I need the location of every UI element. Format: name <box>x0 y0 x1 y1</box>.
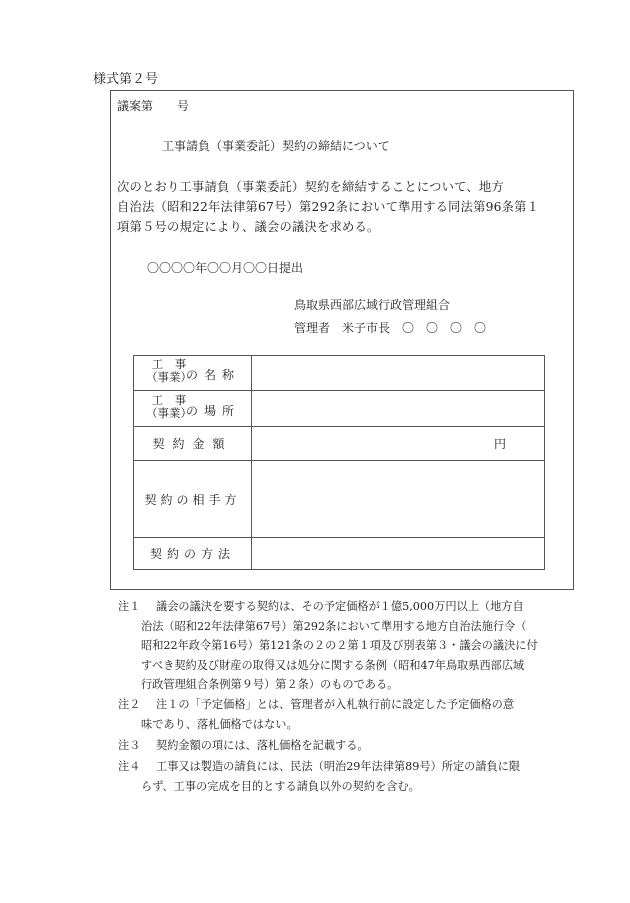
label-contract-amount: 契約金額 <box>134 427 252 461</box>
note-line: 昭和22年政令第16号）第121条の２の２第１項及び別表第３・議会の議決に付 <box>141 639 538 652</box>
note-line: 注１の「予定価格」とは、管理者が入札執行前に設定した予定価格の意 <box>156 698 515 711</box>
note-mark: 注３ <box>118 739 141 752</box>
body-line: 自治法（昭和22年法律第67号）第292条において準用する同法第96条第１ <box>117 200 540 214</box>
label-contract-party: 契約の相手方 <box>134 461 252 538</box>
value-contract-party <box>252 461 545 538</box>
bill-number: 議案第 号 <box>117 99 190 113</box>
table-row-amount <box>134 427 545 461</box>
label-side: の場所 <box>186 404 241 418</box>
note-line: 議会の議決を要する契約は、その予定価格が１億5,000万円以上（地方自 <box>156 600 524 613</box>
body-line: 次のとおり工事請負（事業委託）契約を締結することについて、地方 <box>117 180 504 194</box>
label-bottom: （事業） <box>146 406 192 420</box>
label-bottom: （事業） <box>146 370 192 384</box>
submission-date: 〇〇〇〇年〇〇月〇〇日提出 <box>147 261 304 275</box>
note-line: 工事又は製造の請負には、民法（明治29年法律第89号）所定の請負に限 <box>156 760 521 773</box>
note-line: 行政管理組合条例第９号）第２条）のものである。 <box>141 678 399 691</box>
note-mark: 注４ <box>118 760 141 773</box>
note-line: 治法（昭和22年法律第67号）第292条において準用する地方自治法施行令（ <box>141 619 527 633</box>
label-contract-method: 契約の方法 <box>134 538 252 570</box>
value-contract-method <box>252 538 545 570</box>
note-mark: 注１ <box>118 600 141 613</box>
table-row-counterparty <box>134 461 545 538</box>
note-line: 契約金額の項には、落札価格を記載する。 <box>156 739 369 752</box>
table-row-method <box>134 538 545 570</box>
note-mark: 注２ <box>118 698 141 711</box>
table-row-location <box>134 391 545 427</box>
document-title: 工事請負（事業委託）契約の締結について <box>162 139 390 153</box>
note-line: 味であり、落札価格ではない。 <box>141 717 298 731</box>
manager-signature: 管理者 米子市長 〇 〇 〇 〇 <box>294 321 487 335</box>
label-top: 工 事 <box>151 357 187 371</box>
value-project-name <box>252 356 545 391</box>
note-line: すべき契約及び財産の取得又は処分に関する条例（昭和47年鳥取県西部広域 <box>141 658 525 672</box>
label-side: の名称 <box>186 368 241 382</box>
label-project-location <box>134 391 252 427</box>
organization-name: 鳥取県西部広域行政管理組合 <box>294 298 451 312</box>
value-project-location <box>252 391 545 427</box>
body-line: 項第５号の規定により、議会の議決を求める。 <box>117 220 380 234</box>
form-number: 様式第２号 <box>93 72 159 87</box>
note-line: らず、工事の完成を目的とする請負以外の契約を含む。 <box>141 779 420 793</box>
yen-unit: 円 <box>493 437 506 451</box>
label-top: 工 事 <box>151 393 187 407</box>
value-contract-amount <box>252 427 545 461</box>
contract-table <box>133 355 545 570</box>
label-project-name <box>134 356 252 391</box>
table-row-name <box>134 356 545 391</box>
